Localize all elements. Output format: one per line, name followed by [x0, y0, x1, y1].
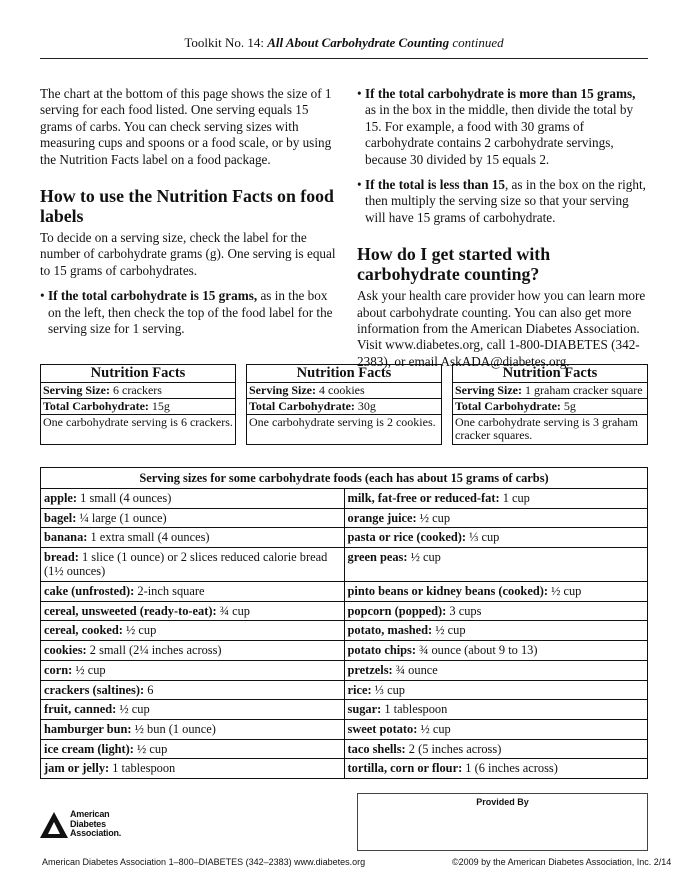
table-cell — [41, 680, 345, 700]
table-cell — [344, 582, 648, 602]
nutrition-facts-box-right — [452, 364, 648, 445]
nutrition-facts-title: Nutrition Facts — [41, 365, 235, 383]
table-cell — [41, 489, 345, 509]
nutrition-facts-title: Nutrition Facts — [247, 365, 441, 383]
serving-size: ½ cup — [122, 623, 157, 638]
table-cell — [41, 700, 345, 720]
serving-size: ¾ ounce — [392, 662, 438, 677]
table-row — [41, 601, 648, 621]
nutrition-facts-box-left — [40, 364, 236, 445]
serving-size: 2-inch square — [134, 584, 205, 599]
table-cell — [41, 528, 345, 548]
food-name: banana: — [44, 530, 88, 545]
page-header — [0, 35, 688, 51]
serving-size: 3 cups — [446, 603, 482, 618]
food-name: milk, fat-free or reduced-fat: — [347, 491, 500, 505]
serving-size: ½ cup — [407, 550, 441, 565]
table-row — [41, 739, 648, 759]
footer-contact: American Diabetes Association 1–800–DIABETES (342–2383) www.diabetes.org — [42, 857, 366, 867]
serving-table-title: Serving sizes for some carbohydrate foods (each has about 15 grams of carbs) — [41, 468, 648, 489]
table-row — [41, 508, 648, 528]
nutrition-facts-title: Nutrition Facts — [453, 365, 647, 383]
table-row — [41, 489, 648, 509]
serving-size: ½ cup — [547, 584, 582, 599]
food-name: pinto beans or kidney beans (cooked): — [347, 584, 548, 599]
getting-started-heading: How do I get started with carbohydrate counting? — [357, 244, 551, 285]
food-name: crackers (saltines): — [44, 682, 145, 697]
serving-size: 1 tablespoon — [381, 702, 448, 717]
food-name: tortilla, corn or flour: — [347, 761, 463, 776]
food-name: orange juice: — [347, 510, 417, 525]
serving-size: 1 (6 inches across) — [462, 761, 558, 776]
serving-size-line: Serving Size: 4 cookies — [247, 383, 441, 399]
provided-by-box: Provided By — [357, 793, 648, 851]
table-cell — [41, 660, 345, 680]
food-name: sweet potato: — [347, 721, 418, 736]
table-row — [41, 680, 648, 700]
table-cell — [344, 508, 648, 528]
total-carbohydrate-line: Total Carbohydrate: 30g — [247, 399, 441, 415]
serving-size: 2 (5 inches across) — [405, 741, 502, 756]
instruction-list-continued — [357, 86, 648, 226]
table-cell — [41, 548, 345, 582]
food-name: cereal, unsweeted (ready-to-eat): — [44, 603, 217, 618]
food-name: sugar: — [347, 702, 382, 717]
table-cell — [344, 641, 648, 661]
table-cell — [344, 680, 648, 700]
header-suffix: continued — [449, 35, 504, 50]
serving-size: ¾ cup — [216, 603, 250, 618]
left-column — [40, 86, 340, 337]
serving-size: ½ cup — [417, 721, 451, 736]
serving-table-body — [41, 489, 648, 779]
serving-size: 1 cup — [499, 491, 530, 505]
table-cell — [41, 719, 345, 739]
serving-size-line: Serving Size: 1 graham cracker square — [453, 383, 647, 399]
getting-started-body: Ask your health care provider how you can learn more about carbohydrate counting. You can also get more information from the American Diabetes Association. Visit www.diabetes.org, call 1-800-DIABETES (342-2383), or email AskADA@diabetes.org. — [357, 288, 646, 369]
serving-note: One carbohydrate serving is 6 crackers. — [43, 415, 233, 429]
table-row — [41, 548, 648, 582]
table-cell — [41, 508, 345, 528]
food-name: bread: — [44, 550, 79, 565]
triangle-logo-icon — [40, 812, 68, 838]
table-cell — [344, 660, 648, 680]
header-prefix: Toolkit No. 14: — [184, 35, 268, 50]
table-cell — [41, 641, 345, 661]
food-name: taco shells: — [347, 741, 406, 756]
food-name: pasta or rice (cooked): — [347, 530, 466, 545]
serving-size: ⅓ cup — [466, 530, 500, 545]
food-name: jam or jelly: — [44, 761, 110, 776]
serving-sizes-table — [40, 467, 648, 779]
bullet-less-than-15: • If the total is less than 15, as in the box on the right, then multiply the serving size so that your serving will have 15 grams of carbohydrate. — [357, 177, 648, 226]
serving-size: 1 tablespoon — [109, 761, 176, 776]
serving-size: ½ cup — [72, 662, 106, 677]
bullet-15-grams: • If the total carbohydrate is 15 grams, as in the box on the left, then check the top of the food label for the serving size for 1 serving. — [40, 288, 340, 337]
table-row — [41, 621, 648, 641]
serving-size: ½ cup — [133, 741, 168, 756]
food-name: hamburger bun: — [44, 721, 132, 736]
food-name: ice cream (light): — [44, 741, 134, 756]
food-name: corn: — [44, 662, 73, 677]
food-name: potato chips: — [347, 643, 416, 658]
table-cell — [344, 719, 648, 739]
food-name: rice: — [347, 682, 372, 697]
table-cell — [41, 582, 345, 602]
table-row — [41, 528, 648, 548]
logo-wordmark: American Diabetes Association. — [70, 809, 122, 838]
table-cell — [344, 489, 648, 509]
table-row — [41, 660, 648, 680]
serving-size: 2 small (2¼ inches across) — [86, 643, 222, 658]
serving-size: ½ cup — [116, 702, 150, 717]
intro-paragraph: The chart at the bottom of this page shows the size of 1 serving for each food listed. One serving equals 15 grams of carbs. You can check serving sizes with measuring cups and spoons or a food scale, or by using the Nutrition Facts label on a food package. — [40, 86, 332, 167]
nutrition-facts-body: To decide on a serving size, check the label for the number of carbohydrate grams (g). One serving is equal to 15 grams of carbohydrates. — [40, 230, 336, 278]
table-cell — [41, 739, 345, 759]
table-cell — [41, 621, 345, 641]
footer-copyright: ©2009 by the American Diabetes Association, Inc. 2/14 — [452, 857, 672, 867]
food-name: fruit, canned: — [44, 702, 117, 717]
serving-size: ½ bun (1 ounce) — [131, 721, 216, 736]
nutrition-facts-heading: How to use the Nutrition Facts on food labels — [40, 186, 334, 227]
instruction-list — [40, 288, 340, 337]
table-row — [41, 759, 648, 779]
ada-logo — [40, 808, 150, 842]
serving-size: 1 slice (1 ounce) or 2 slices reduced calorie bread (1½ ounces) — [44, 550, 328, 579]
table-row — [41, 719, 648, 739]
serving-size: 6 — [144, 682, 154, 697]
table-cell — [344, 739, 648, 759]
table-cell — [344, 621, 648, 641]
header-title: All About Carbohydrate Counting — [267, 35, 450, 50]
table-cell — [344, 548, 648, 582]
food-name: cereal, cooked: — [44, 623, 123, 638]
table-cell — [344, 528, 648, 548]
serving-size: 1 extra small (4 ounces) — [87, 530, 210, 545]
serving-size: ⅓ cup — [371, 682, 405, 697]
table-cell — [344, 759, 648, 779]
table-cell — [41, 601, 345, 621]
food-name: pretzels: — [347, 662, 393, 677]
table-cell — [344, 700, 648, 720]
food-name: popcorn (popped): — [347, 603, 447, 618]
food-name: green peas: — [347, 550, 408, 565]
right-column — [357, 86, 648, 370]
nutrition-facts-examples — [40, 364, 648, 450]
table-row — [41, 641, 648, 661]
serving-size: ¾ ounce (about 9 to 13) — [416, 643, 538, 658]
total-carbohydrate-line: Total Carbohydrate: 5g — [453, 399, 647, 415]
table-row — [41, 700, 648, 720]
serving-size: 1 small (4 ounces) — [77, 491, 172, 505]
bullet-more-than-15: • If the total carbohydrate is more than 15 grams, as in the box in the middle, then divide the total by 15. For example, a food with 30 grams of carbohydrate contains 2 carbohydrate servings, because 30 divided by 15 equals 2. — [357, 86, 648, 168]
serving-note: One carbohydrate serving is 3 graham cracker squares. — [455, 415, 638, 442]
food-name: potato, mashed: — [347, 623, 433, 638]
serving-size: ½ cup — [432, 623, 466, 638]
serving-size: ½ cup — [416, 510, 451, 525]
food-name: bagel: — [44, 510, 77, 525]
food-name: apple: — [44, 491, 78, 505]
food-name: cake (unfrosted): — [44, 584, 135, 599]
table-row — [41, 582, 648, 602]
table-cell — [41, 759, 345, 779]
table-cell — [344, 601, 648, 621]
total-carbohydrate-line: Total Carbohydrate: 15g — [41, 399, 235, 415]
serving-size-line: Serving Size: 6 crackers — [41, 383, 235, 399]
food-name: cookies: — [44, 643, 87, 658]
header-divider — [40, 58, 648, 59]
serving-note: One carbohydrate serving is 2 cookies. — [249, 415, 436, 429]
nutrition-facts-box-middle — [246, 364, 442, 445]
serving-size: ¼ large (1 ounce) — [76, 510, 167, 525]
